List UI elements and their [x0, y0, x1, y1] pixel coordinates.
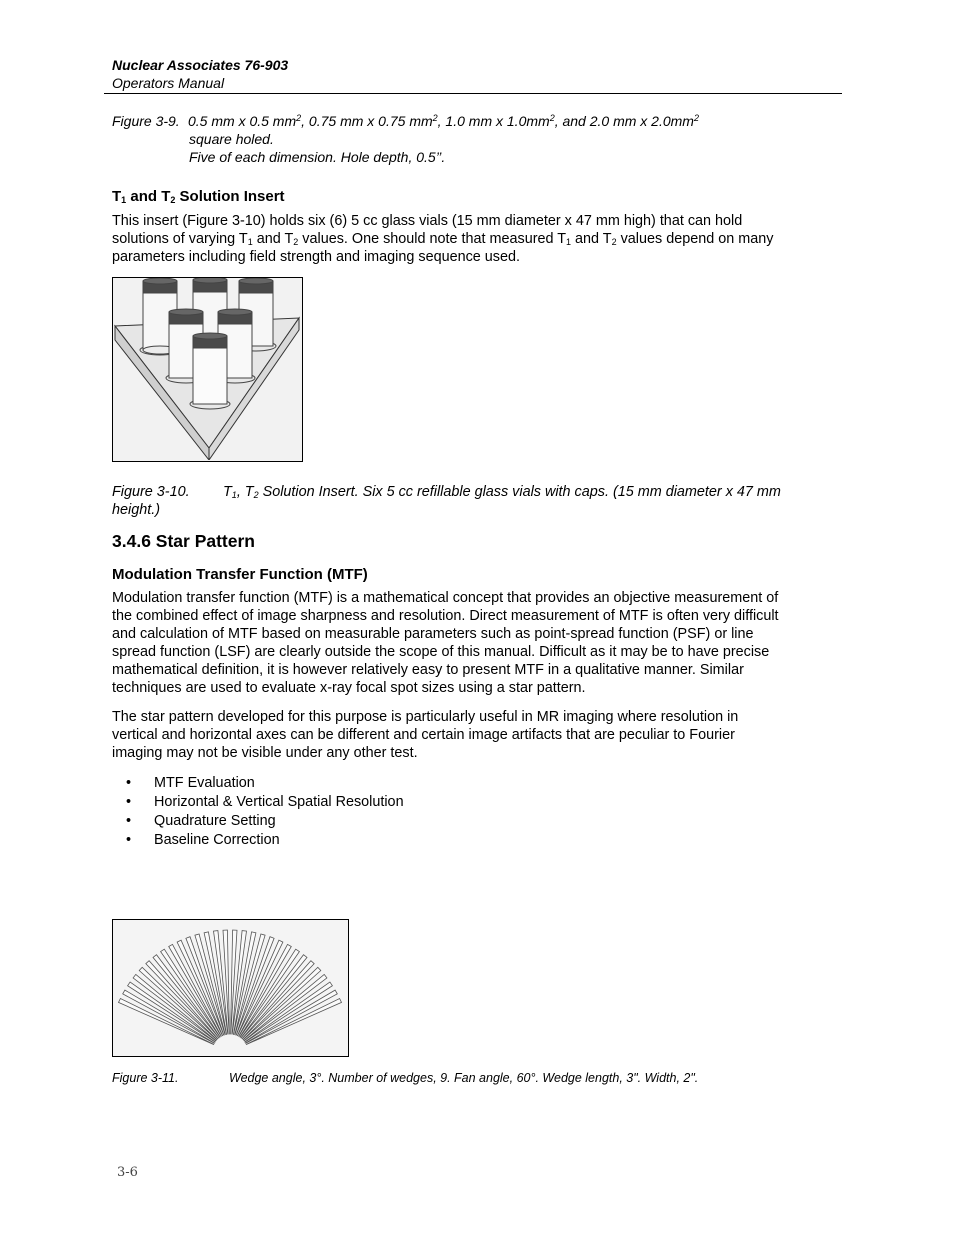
figure-number: Figure 3-9. — [112, 113, 180, 129]
figure-3-11-image — [112, 919, 349, 1057]
list-item: • MTF Evaluation — [112, 774, 404, 793]
manual-title: Nuclear Associates 76-903 — [112, 57, 289, 73]
subsection-heading: Modulation Transfer Function (MTF) — [112, 566, 368, 583]
figure-3-10-image — [112, 277, 303, 462]
figure-3-9-caption-line3: Five of each dimension. Hole depth, 0.5’’. — [189, 149, 446, 165]
figure-3-9-caption: Figure 3-9. 0.5 mm x 0.5 $mm^2$, 0.75 mm x 0.75 $mm^2$, 1.0 mm x $1.0mm^2$, and 2.0 mm x $2.0mm^2$ — [112, 113, 699, 129]
section-title: 3.4.6 Star Pattern — [112, 531, 255, 551]
star-pattern-illustration — [113, 920, 347, 1055]
feature-list — [112, 774, 404, 850]
header-rule — [104, 93, 842, 94]
figure-3-10-caption: Figure 3-10. $T_1$, $T_2$ Solution Insert. Six 5 cc refillable glass vials with caps. (15 mm diameter x 47 mm height.) — [112, 484, 781, 518]
list-item: • Horizontal & Vertical Spatial Resolution — [112, 793, 404, 812]
list-item: • Quadrature Setting — [112, 812, 404, 831]
section-heading-t1-t2: $T_1$ and $T_2$ Solution Insert — [112, 188, 285, 205]
mtf-paragraph-2: The star pattern developed for this purpose is particularly useful in MR imaging where resolution in vertical and horizontal axes can be different and certain image artifacts that are peculiar to Fourier imaging may not be visible under any other test. — [112, 709, 739, 761]
figure-3-11-caption: Figure 3-11. Wedge angle, 3°. Number of wedges, 9. Fan angle, 60°. Wedge length, 3". Width, 2". — [112, 1071, 699, 1085]
mtf-paragraph-1: Modulation transfer function (MTF) is a mathematical concept that provides an objective measurement of the combined effect of image sharpness and resolution. Direct measurement of MTF is often very difficult and calculation of MTF based on measurable parameters such as point-spread function (PSF) or line spread function (LSF) are clearly outside the scope of this manual. Difficult as it may be to have precise mathematical definition, it is however relatively easy to present MTF in a qualitative manner. Similar techniques are used to evaluate x-ray focal spot sizes using a star pattern. — [112, 590, 779, 696]
t1-t2-paragraph: This insert (Figure 3-10) holds six (6) 5 cc glass vials (15 mm diameter x 47 mm high) that can hold solutions of varying $T_1$ and $T_2$ values. One should note that measured $T_1$ and $T_2$ values depend on many parameters including field strength and imaging sequence used. — [112, 213, 774, 265]
page-number: 3-6 — [117, 1165, 138, 1180]
vial — [190, 333, 230, 409]
list-item: • Baseline Correction — [112, 831, 404, 850]
figure-3-9-caption-line2: square holed. — [189, 131, 274, 147]
figure-number: Figure 3-10. — [112, 484, 190, 500]
figure-number: Figure 3-11. — [112, 1071, 179, 1085]
manual-subtitle: Operators Manual — [112, 75, 225, 91]
solution-insert-illustration — [113, 278, 301, 460]
